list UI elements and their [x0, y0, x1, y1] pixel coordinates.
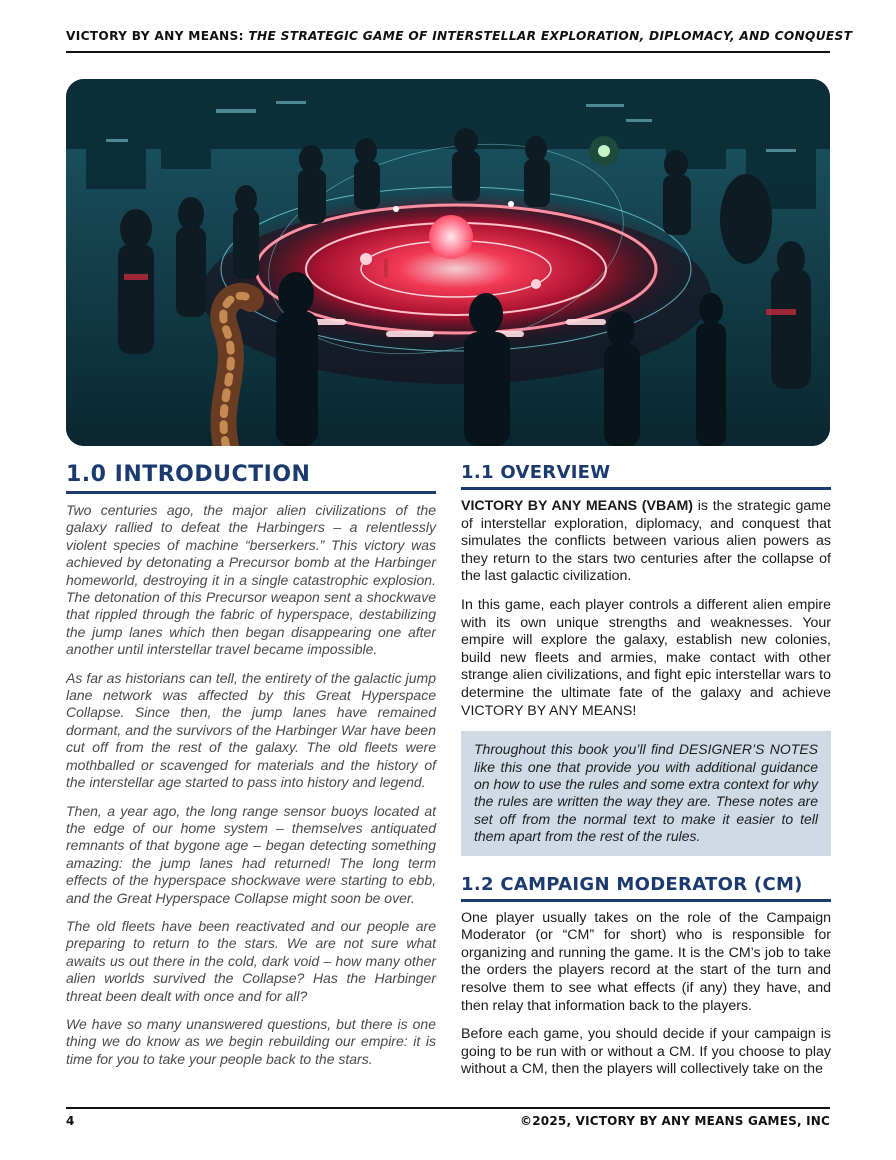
intro-paragraph: Two centuries ago, the major alien civilizations of the galaxy rallied to defeat the Harbingers – a relentlessly violent species of machine “berserkers.” This victory was achieved by detonating a Precursor bomb at the Harbinger homeworld, destroying it in a single catastrophic explosion. The detonation of this Precursor weapon sent a shockwave that rippled through the fabric of hyperspace, destabilizing the jump lanes which then began disappearing one after another until interstellar travel became impossible.	[66, 502, 436, 658]
overview-column	[461, 462, 831, 1090]
overview-paragraph	[461, 498, 831, 586]
game-name-bold: VICTORY BY ANY MEANS (VBAM)	[461, 498, 694, 514]
intro-paragraph: We have so many unanswered questions, but there is one thing we do know as we begin rebuilding our empire: it is time for you to take your people back to the stars.	[66, 1015, 436, 1067]
campaign-moderator-heading: 1.2 CAMPAIGN MODERATOR (CM)	[461, 874, 831, 902]
intro-paragraph: The old fleets have been reactivated and our people are preparing to return to the stars. We are not sure what awaits us out there in the cold, dark void – how many other alien worlds survived the Collapse? Has the Harbinger threat been dealt with once and for all?	[66, 917, 436, 1004]
cm-paragraph: Before each game, you should decide if your campaign is going to be run with or without a CM. If you choose to play without a CM, then the players will collectively take on the	[461, 1026, 831, 1078]
header-rule	[66, 51, 830, 53]
intro-paragraph: As far as historians can tell, the entirety of the galactic jump lane network was affected by this Great Hyperspace Collapse. Since then, the jump lanes have remained dormant, and the survivors of the Harbinger War have been cut off from the rest of the galaxy. The old fleets were mothballed or scavenged for materials and the history of the interstellar age started to pass into history and legend.	[66, 669, 436, 791]
intro-paragraph: Then, a year ago, the long range sensor buoys located at the edge of our home system – themselves antiquated remnants of that bygone age – began detecting something amazing: the jump lanes had returned! The long term effects of the hyperspace shockwave were starting to ebb, and the Great Hyperspace Collapse might soon be over.	[66, 802, 436, 906]
introduction-column	[66, 462, 436, 1079]
overview-paragraph-rest: is the strategic game of interstellar exploration, diplomacy, and conquest that simulates the conflicts between various alien powers as they return to the stars two centuries after the collapse of the last galactic civilization.	[461, 498, 831, 585]
running-header	[66, 29, 853, 43]
footer-rule	[66, 1107, 830, 1109]
header-subtitle: THE STRATEGIC GAME OF INTERSTELLAR EXPLORATION, DIPLOMACY, AND CONQUEST	[248, 29, 853, 43]
designers-note-text: Throughout this book you’ll find DESIGNER’S NOTES like this one that provide you with additional guidance on how to use the rules and some extra context for why the rules are written the way they are. These notes are set off from the normal text to make it easier to tell them apart from the rest of the rules.	[474, 741, 818, 845]
designers-note-box	[461, 731, 831, 855]
overview-heading: 1.1 OVERVIEW	[461, 462, 831, 490]
cm-paragraph: One player usually takes on the role of the Campaign Moderator (or “CM” for short) who is responsible for organizing and running the game. It is the CM’s job to take the orders the players record at the start of the turn and resolve them to see what effects (if any) they have, and then relay that information back to the players.	[461, 909, 831, 1014]
header-title: VICTORY BY ANY MEANS:	[66, 29, 244, 43]
page-number: 4	[66, 1114, 75, 1128]
hero-illustration	[66, 79, 830, 446]
copyright: ©2025, VICTORY BY ANY MEANS GAMES, INC	[520, 1114, 830, 1128]
introduction-heading: 1.0 INTRODUCTION	[66, 462, 436, 494]
hero-artwork	[66, 79, 830, 446]
overview-paragraph: In this game, each player controls a different alien empire with its own unique strengths and weaknesses. Your empire will explore the galaxy, establish new colonies, build new fleets and armies, make contact with other strange alien civilizations, and fight epic interstellar wars to determine the ultimate fate of the galaxy and achieve VICTORY BY ANY MEANS!	[461, 596, 831, 719]
